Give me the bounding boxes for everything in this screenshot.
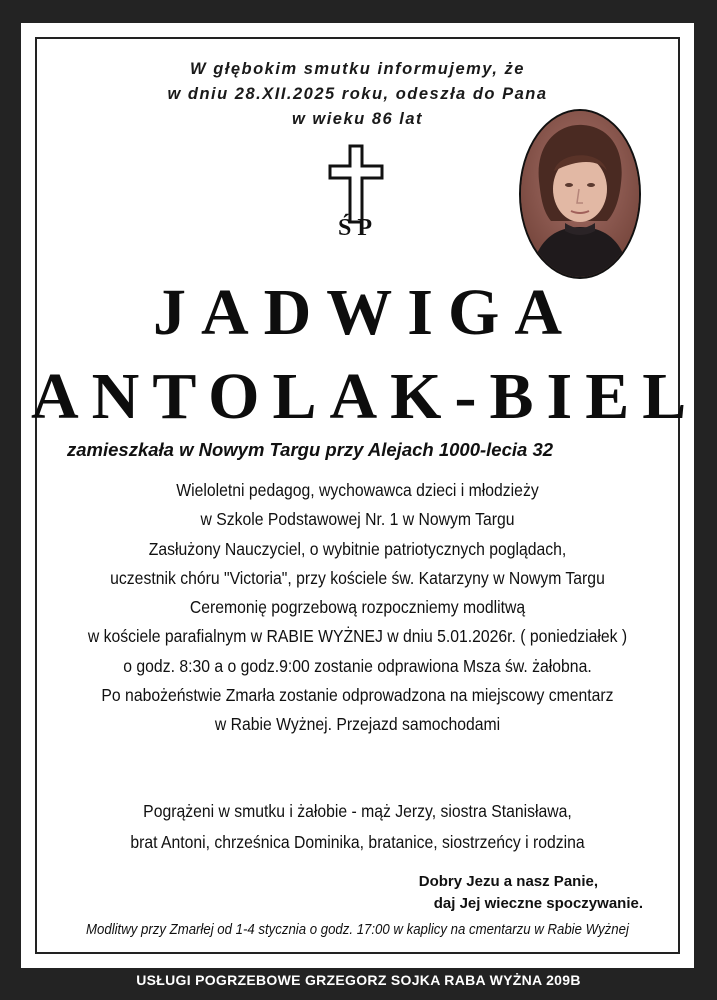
first-name: JADWIGA xyxy=(152,276,577,349)
body-line: o godz. 8:30 a o godz.9:00 zostanie odprawiona Msza św. żałobna. xyxy=(123,655,592,676)
body-line: w Rabie Wyżnej. Przejazd samochodami xyxy=(214,714,501,735)
body-line: Zasłużony Nauczyciel, o wybitnie patriotycznych poglądach, xyxy=(148,538,567,559)
biography-text xyxy=(21,476,694,740)
prayers-info xyxy=(21,921,694,938)
prayer-line: Dobry Jezu a nasz Panie, xyxy=(418,873,598,890)
family-line: Pogrążeni w smutku i żałobie - mąż Jerzy, siostra Stanisława, xyxy=(143,801,572,821)
sp-label: ŚP xyxy=(337,215,378,241)
portrait-photo xyxy=(519,109,641,279)
body-line: uczestnik chóru "Victoria", przy kościele św. Katarzyny w Nowym Targu xyxy=(110,567,605,588)
address-line: zamieszkała w Nowym Targu przy Alejach 1000-lecia 32 xyxy=(67,439,554,460)
intro-line: w dniu 28.XII.2025 roku, odeszła do Pana xyxy=(167,85,548,103)
prayer-verse xyxy=(419,871,658,915)
body-line: Ceremonię pogrzebową rozpoczniemy modlitwą xyxy=(189,597,526,618)
body-line: w Szkole Podstawowej Nr. 1 w Nowym Targu xyxy=(200,509,515,530)
family-line: brat Antoni, chrześnica Dominika, bratanice, siostrzeńcy i rodzina xyxy=(130,832,585,852)
funeral-home-footer: USŁUGI POGRZEBOWE GRZEGORZ SOJKA RABA WYŻNA 209B xyxy=(136,972,581,988)
portrait-image xyxy=(521,111,639,277)
prayers-info-text: Modlitwy przy Zmarłej od 1-4 stycznia o godz. 17:00 w kaplicy na cmentarzu w Rabie Wyżnej xyxy=(86,921,629,938)
body-line: Po nabożeństwie Zmarła zostanie odprowadzona na miejscowy cmentarz xyxy=(101,685,614,706)
cross-icon xyxy=(328,144,384,224)
body-line: w kościele parafialnym w RABIE WYŻNEJ w dniu 5.01.2026r. ( poniedziałek ) xyxy=(87,626,628,647)
obituary-sheet xyxy=(21,23,700,968)
prayer-line: daj Jej wieczne spoczywanie. xyxy=(433,895,644,912)
last-name: ANTOLAK-BIEL xyxy=(31,360,700,433)
family-text xyxy=(21,796,694,858)
body-line: Wieloletni pedagog, wychowawca dzieci i młodzieży xyxy=(176,480,539,500)
intro-line: W głębokim smutku informujemy, że xyxy=(190,60,525,78)
intro-line: w wieku 86 lat xyxy=(291,110,424,128)
